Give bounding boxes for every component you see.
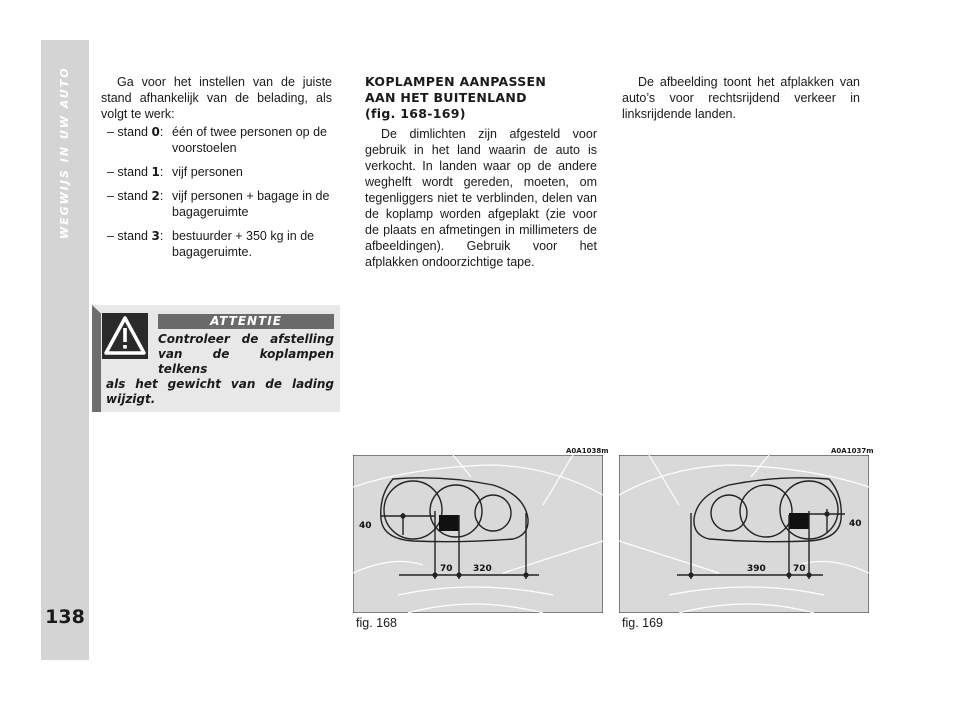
stand-description: bestuurder + 350 kg in de bagageruimte. — [172, 229, 315, 259]
stand-number: 1 — [151, 165, 160, 179]
stand-list — [101, 124, 332, 260]
tape-mask — [439, 515, 459, 531]
heading-line-2: AAN HET BUITENLAND — [365, 90, 527, 105]
warning-text — [106, 332, 334, 407]
heading-figure-ref: (fig. 168-169) — [365, 106, 466, 121]
body-paragraph: De dimlichten zijn afgesteld voor gebruik in het land waarin de auto is verkocht. In landen waar op de andere weghelft wordt gereden, moeten, om tegenliggers niet te verblinden, delen van de koplamp worden afgeplakt (zie voor de plaats en afmetingen in millimeters de afbeeldingen). Gebruik voor het afplakken ondoorzichtige tape. — [365, 127, 597, 269]
intro-paragraph: Ga voor het instellen van de juiste stand afhankelijk van de belading, als volgt te werk: — [101, 75, 332, 121]
section-title: WEGWIJS IN UW AUTO — [58, 66, 71, 239]
stand-description: vijf personen + bagage in de bagageruimte — [172, 189, 330, 219]
warning-label: ATTENTIE — [158, 314, 334, 329]
section-heading — [365, 74, 597, 122]
stand-prefix: – stand — [107, 165, 152, 179]
stand-number: 3 — [151, 229, 160, 243]
dimension-label: 390 — [747, 564, 766, 574]
dimension-label: 320 — [473, 564, 492, 574]
stand-number: 0 — [151, 125, 160, 139]
list-item: – stand 1: vijf personen — [101, 164, 332, 180]
dimension-label: 40 — [849, 519, 862, 529]
dimension-label: 70 — [440, 564, 453, 574]
stand-description: vijf personen — [172, 165, 243, 179]
figure-caption: fig. 169 — [622, 616, 664, 630]
warning-text-part-1: Controleer de afstelling van de koplampen telkens — [158, 332, 334, 376]
page-number: 138 — [45, 606, 85, 628]
stand-prefix: – stand — [107, 125, 152, 139]
figure-code: A0A1037m — [831, 447, 874, 455]
list-item: – stand 3: bestuurder + 350 kg in de bagageruimte. — [101, 228, 332, 260]
column-2 — [365, 74, 597, 270]
headlight-figure-168 — [353, 455, 603, 613]
stand-description: één of twee personen op de voorstoelen — [172, 125, 327, 155]
warning-box — [92, 305, 340, 412]
warning-text-part-2: als het gewicht van de lading wijzigt. — [106, 377, 334, 406]
column-1 — [101, 74, 332, 268]
dimension-label: 40 — [359, 521, 372, 531]
body-paragraph: De afbeelding toont het afplakken van auto’s voor rechtsrijdend verkeer in linksrijdende landen. — [622, 75, 860, 121]
list-item: – stand 0: één of twee personen op de voorstoelen — [101, 124, 332, 156]
stand-number: 2 — [151, 189, 160, 203]
heading-line-1: KOPLAMPEN AANPASSEN — [365, 74, 547, 89]
headlight-figure-169 — [619, 455, 869, 613]
stand-prefix: – stand — [107, 189, 152, 203]
figure-code: A0A1038m — [566, 447, 609, 455]
tape-mask — [789, 513, 809, 529]
stand-prefix: – stand — [107, 229, 152, 243]
figure-caption: fig. 168 — [356, 616, 398, 630]
dimension-label: 70 — [793, 564, 806, 574]
list-item: – stand 2: vijf personen + bagage in de bagageruimte — [101, 188, 332, 220]
column-3 — [622, 74, 860, 122]
